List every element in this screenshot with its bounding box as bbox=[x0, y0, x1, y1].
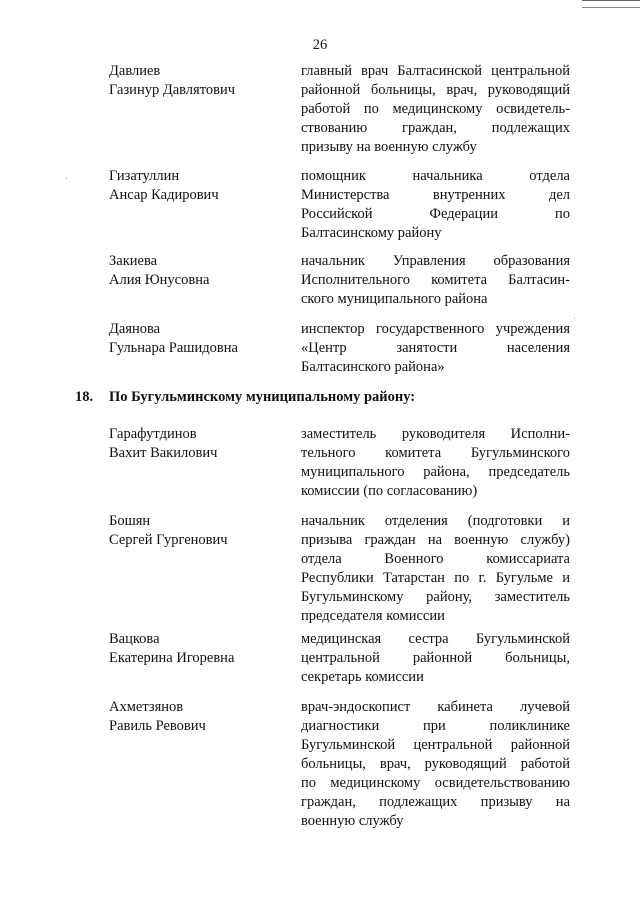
person-name: Вацкова Екатерина Игоревна bbox=[109, 631, 235, 666]
person-name: Гизатуллин Ансар Кадирович bbox=[109, 168, 219, 203]
person-role: главный врач Балтасинской центральной районной больницы, врач, руководящий работой по медицинскому освидетель- ствованию граждан, подлежащих призыву на военную службу bbox=[301, 63, 570, 155]
section-heading bbox=[75, 388, 415, 407]
scan-edge-mark bbox=[582, 0, 640, 8]
page-number: 26 bbox=[312, 37, 328, 53]
scan-speck bbox=[66, 178, 67, 179]
person-name: Давлиев Газинур Давлятович bbox=[109, 63, 236, 98]
person-name: Закиева Алия Юнусовна bbox=[109, 253, 210, 288]
scan-speck bbox=[574, 318, 575, 319]
person-role: заместитель руководителя Исполни- тельного комитета Бугульминского муниципального района, председатель комиссии (по согласованию) bbox=[301, 426, 570, 499]
person-role: врач-эндоскопист кабинета лучевой диагностики при поликлинике Бугульминской центральной районной больницы, врач, руководящий работой по медицинскому освидетельствованию граждан, подлежащих призыву на военную службу bbox=[301, 699, 570, 829]
section-title: По Бугульминскому муниципальному району: bbox=[109, 389, 416, 405]
section-number: 18. bbox=[75, 389, 94, 405]
person-name: Даянова Гульнара Рашидовна bbox=[109, 321, 238, 356]
person-role: инспектор государственного учреждения «Центр занятости населения Балтасинского района» bbox=[301, 321, 570, 375]
person-role: помощник начальника отдела Министерства внутренних дел Российской Федерации по Балтасинскому району bbox=[301, 168, 570, 241]
person-role: начальник отделения (подготовки и призыва граждан на военную службу) отдела Военного комиссариата Республики Татарстан по г. Бугульме и Бугульминскому району, заместитель председателя комиссии bbox=[301, 513, 570, 624]
person-name: Бошян Сергей Гургенович bbox=[109, 513, 228, 548]
person-role: начальник Управления образования Исполнительного комитета Балтасин- ского муниципального района bbox=[301, 253, 570, 307]
person-role: медицинская сестра Бугульминской центральной районной больницы, секретарь комиссии bbox=[301, 631, 570, 685]
person-name: Гарафутдинов Вахит Вакилович bbox=[109, 426, 218, 461]
person-name: Ахметзянов Равиль Ревович bbox=[109, 699, 206, 734]
